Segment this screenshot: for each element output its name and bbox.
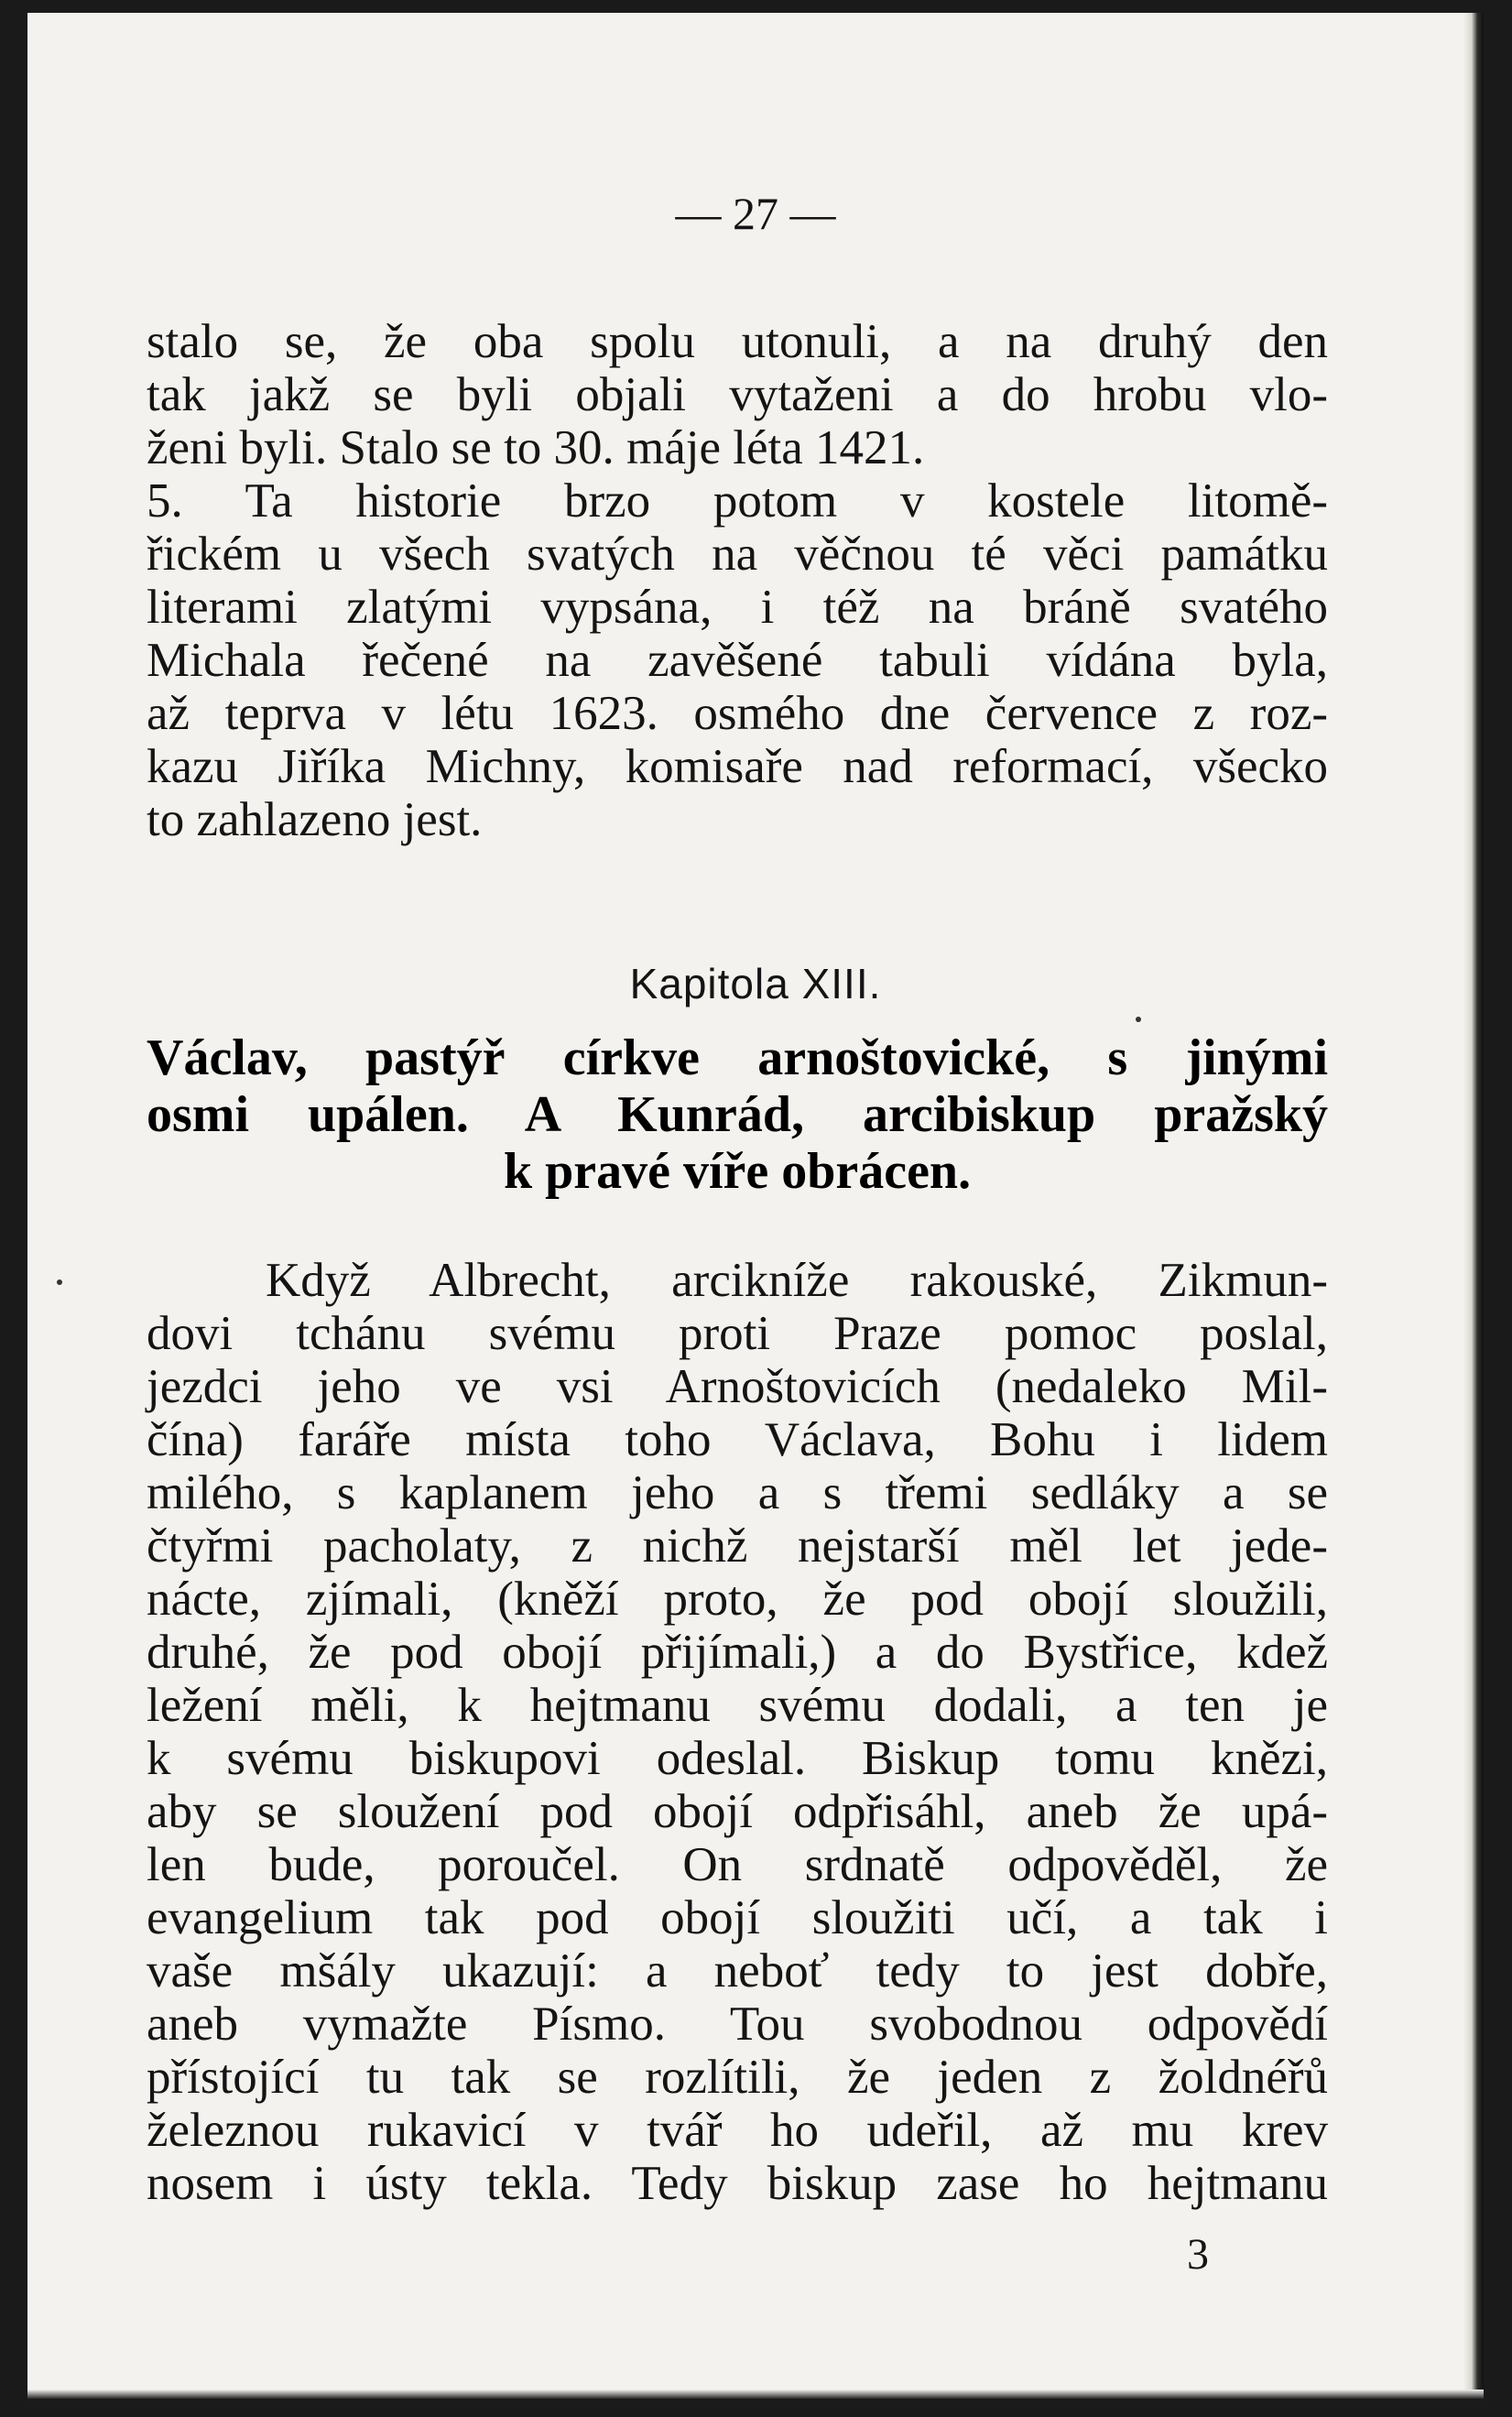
text-line: dovi tchánu svému proti Praze pomoc poslal, <box>147 1307 1328 1360</box>
text-line: k svému biskupovi odeslal. Biskup tomu knězi, <box>147 1732 1328 1785</box>
page-number: — 27 — <box>675 188 836 239</box>
paragraph-chapter-body <box>147 1254 1328 2210</box>
text-line: ženi byli. Stalo se to 30. máje léta 1421. <box>147 421 925 474</box>
text-line: Michala řečené na zavěšené tabuli vídána byla, <box>147 634 1328 687</box>
text-line: stalo se, že oba spolu utonuli, a na druhý den <box>147 315 1328 368</box>
paragraph-continuation <box>147 315 1328 474</box>
text-line: jezdci jeho ve vsi Arnoštovicích (nedaleko Mil- <box>147 1360 1328 1413</box>
text-line: vaše mšály ukazují: a neboť tedy to jest dobře, <box>147 1944 1328 1998</box>
text-line: řickém u všech svatých na věčnou té věci památku <box>147 528 1328 581</box>
text-line: literami zlatými vypsána, i též na bráně svatého <box>147 581 1328 634</box>
chapter-title-line: k pravé víře obrácen. <box>503 1143 972 1200</box>
paragraph-section-5 <box>147 474 1328 846</box>
chapter-title-line: osmi upálen. A Kunrád, arcibiskup pražský <box>147 1086 1328 1143</box>
ink-speck <box>1136 1017 1141 1022</box>
text-line: to zahlazeno jest. <box>147 793 483 846</box>
text-line: druhé, že pod obojí přijímali,) a do Bystřice, kdež <box>147 1626 1328 1679</box>
text-line: nosem i ústy tekla. Tedy biskup zase ho hejtmanu <box>147 2157 1328 2210</box>
text-line: 5. Ta historie brzo potom v kostele litomě- <box>147 474 1328 528</box>
text-line: milého, s kaplanem jeho a s třemi sedláky a se <box>147 1466 1328 1519</box>
chapter-title <box>147 1029 1328 1200</box>
signature-mark: 3 <box>1187 2230 1209 2279</box>
text-line: ležení měli, k hejtmanu svému dodali, a ten je <box>147 1679 1328 1732</box>
chapter-label: Kapitola XIII. <box>629 960 882 1007</box>
text-line: přístojící tu tak se rozlítili, že jeden z žoldnéřů <box>147 2051 1328 2104</box>
text-line: čína) faráře místa toho Václava, Bohu i lidem <box>147 1413 1328 1466</box>
text-line: evangelium tak pod obojí sloužiti učí, a tak i <box>147 1891 1328 1944</box>
text-line: aneb vymažte Písmo. Tou svobodnou odpovědí <box>147 1998 1328 2051</box>
page-edge-shadow <box>1463 13 1484 2399</box>
text-line: Když Albrecht, arcikníže rakouské, Zikmun- <box>266 1254 1328 1307</box>
text-line: čtyřmi pacholaty, z nichž nejstarší měl let jede- <box>147 1519 1328 1573</box>
text-line: nácte, zjímali, (kněží proto, že pod obojí sloužili, <box>147 1573 1328 1626</box>
text-line: len bude, poroučel. On srdnatě odpověděl, že <box>147 1838 1328 1891</box>
page-bottom-shadow <box>27 2390 1484 2399</box>
text-line: kazu Jiříka Michny, komisaře nad reformací, všecko <box>147 740 1328 793</box>
text-line: železnou rukavicí v tvář ho udeřil, až mu krev <box>147 2104 1328 2157</box>
ink-speck <box>57 1279 62 1285</box>
book-page <box>27 13 1484 2399</box>
text-line: aby se sloužení pod obojí odpřisáhl, aneb že upá- <box>147 1785 1328 1838</box>
chapter-title-line: Václav, pastýř církve arnoštovické, s jinými <box>147 1029 1328 1086</box>
text-line: tak jakž se byli objali vytaženi a do hrobu vlo- <box>147 368 1328 421</box>
text-line: až teprva v létu 1623. osmého dne července z roz- <box>147 687 1328 740</box>
